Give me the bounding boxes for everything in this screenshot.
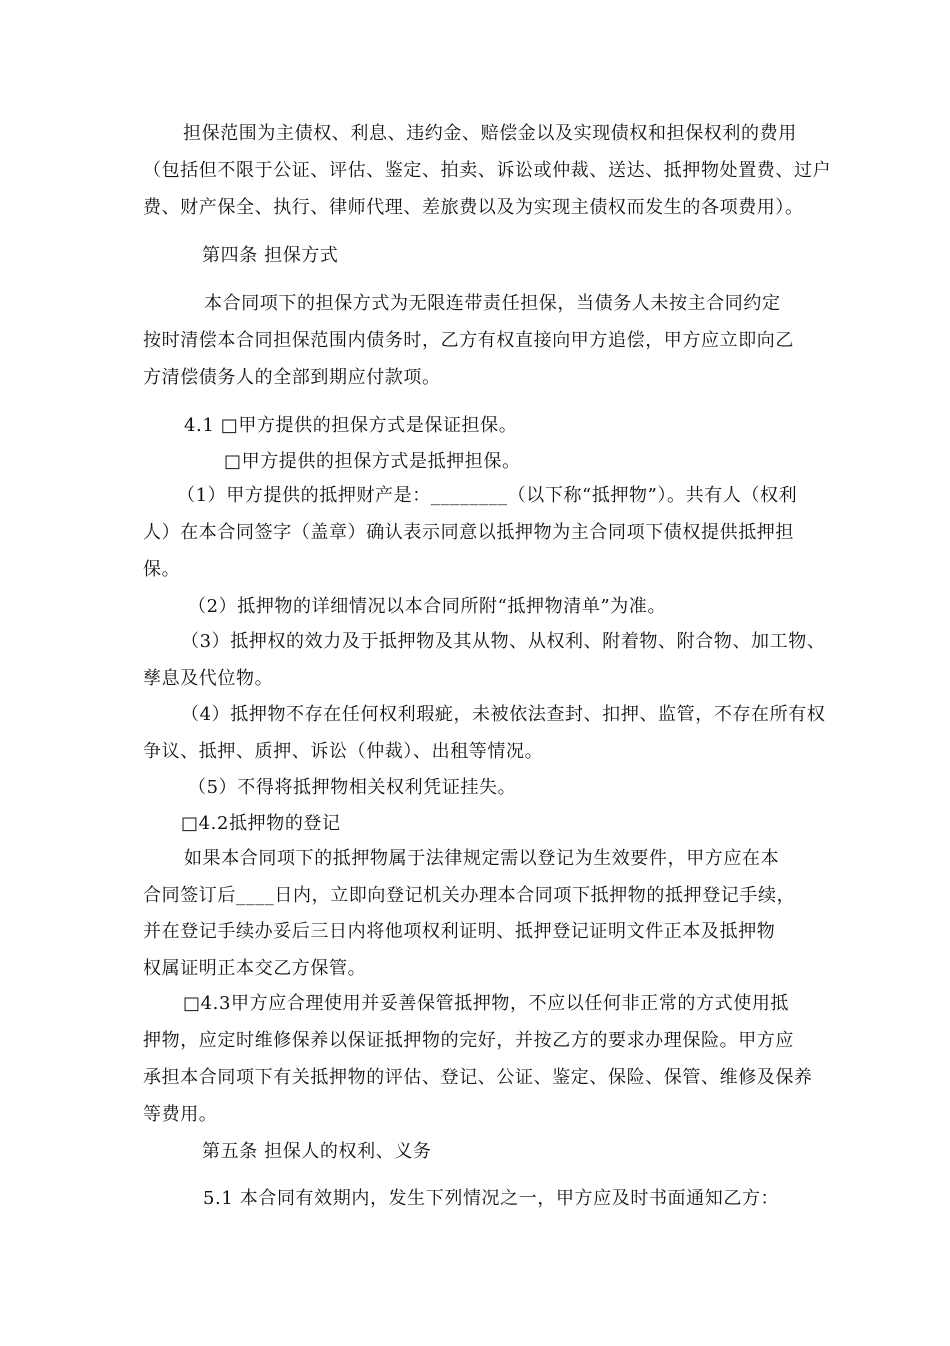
text-line: （2）抵押物的详细情况以本合同所附“抵押物清单”为准。 bbox=[188, 596, 667, 617]
text-line: 如果本合同项下的抵押物属于法律规定需以登记为生效要件，甲方应在本 bbox=[184, 848, 780, 869]
section-heading: 第五条 担保人的权利、义务 bbox=[202, 1141, 432, 1162]
text-line: 争议、抵押、质押、诉讼（仲裁）、出租等情况。 bbox=[143, 741, 544, 762]
text-line: 保。 bbox=[143, 559, 181, 580]
clause-line: 4.1 □甲方提供的担保方式是保证担保。 bbox=[184, 415, 518, 436]
text-line: 孳息及代位物。 bbox=[143, 668, 274, 689]
text-line: 担保范围为主债权、利息、违约金、赔偿金以及实现债权和担保权利的费用 bbox=[183, 123, 797, 144]
text-line: 押物，应定时维修保养以保证抵押物的完好，并按乙方的要求办理保险。甲方应 bbox=[143, 1030, 794, 1051]
text-line: 费、财产保全、执行、律师代理、差旅费以及为实现主债权而发生的各项费用）。 bbox=[143, 197, 804, 218]
text-line: （5）不得将抵押物相关权利凭证挂失。 bbox=[188, 777, 517, 798]
clause-line: □4.3甲方应合理使用并妥善保管抵押物，不应以任何非正常的方式使用抵 bbox=[183, 993, 790, 1014]
text-line: 本合同项下的担保方式为无限连带责任担保，当债务人未按主合同约定 bbox=[204, 293, 781, 314]
text-line: （4）抵押物不存在任何权利瑕疵，未被依法查封、扣押、监管，不存在所有权 bbox=[181, 704, 826, 725]
text-line: 并在登记手续办妥后三日内将他项权利证明、抵押登记证明文件正本及抵押物 bbox=[143, 921, 776, 942]
text-line: 承担本合同项下有关抵押物的评估、登记、公证、鉴定、保险、保管、维修及保养 bbox=[143, 1067, 813, 1088]
text-line: （包括但不限于公证、评估、鉴定、拍卖、诉讼或仲裁、送达、抵押物处置费、过户 bbox=[143, 160, 832, 181]
clause-line: □甲方提供的担保方式是抵押担保。 bbox=[224, 451, 521, 472]
section-heading: 第四条 担保方式 bbox=[202, 245, 339, 266]
text-line: （1）甲方提供的抵押财产是：________（以下称“抵押物”）。共有人（权利 bbox=[177, 485, 798, 506]
text-line: 等费用。 bbox=[143, 1104, 218, 1125]
text-line: 方清偿债务人的全部到期应付款项。 bbox=[143, 367, 441, 388]
text-line: （3）抵押权的效力及于抵押物及其从物、从权利、附着物、附合物、加工物、 bbox=[181, 631, 826, 652]
text-line: 合同签订后____日内，立即向登记机关办理本合同项下抵押物的抵押登记手续， bbox=[143, 885, 796, 906]
clause-line: □4.2抵押物的登记 bbox=[181, 813, 341, 834]
clause-line: 5.1 本合同有效期内，发生下列情况之一，甲方应及时书面通知乙方： bbox=[203, 1188, 780, 1209]
text-line: 人）在本合同签字（盖章）确认表示同意以抵押物为主合同项下债权提供抵押担 bbox=[143, 522, 794, 543]
text-line: 按时清偿本合同担保范围内债务时，乙方有权直接向甲方追偿，甲方应立即向乙 bbox=[143, 330, 794, 351]
text-line: 权属证明正本交乙方保管。 bbox=[143, 958, 367, 979]
